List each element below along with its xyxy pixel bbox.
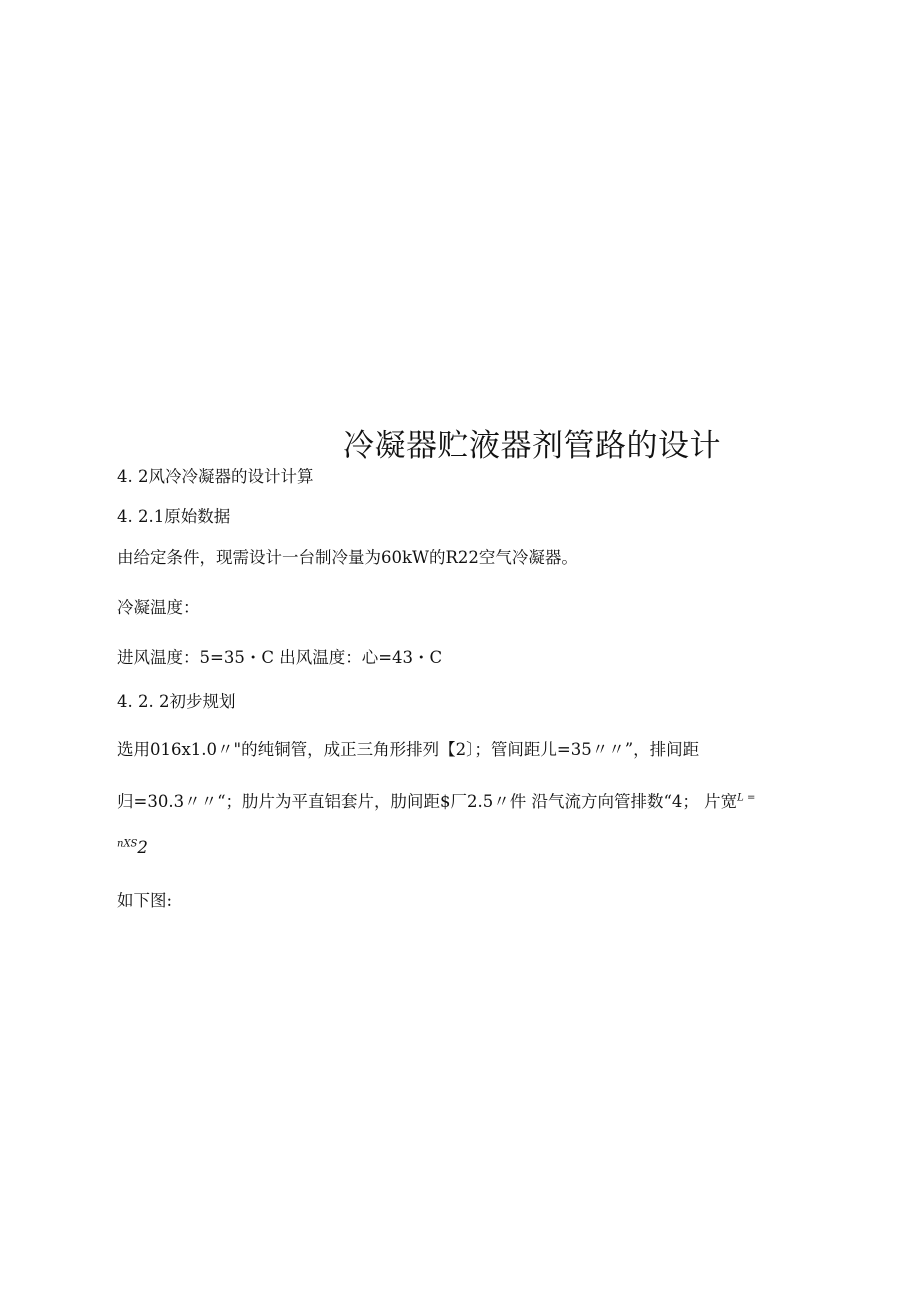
formula-number: 2 bbox=[137, 838, 148, 857]
fin-width-symbol: L = bbox=[737, 792, 756, 804]
paragraph-see-figure: 如下图: bbox=[117, 891, 173, 910]
paragraph-given-conditions: 由给定条件，现需设计一台制冷量为60kW的R22空气冷凝器。 bbox=[117, 548, 578, 567]
formula-text: nXS bbox=[117, 838, 138, 850]
subsection-heading-4-2-2: 4. 2. 2初步规划 bbox=[117, 692, 236, 711]
document-title: 冷凝器贮液器剂管路的设计 bbox=[343, 428, 721, 464]
paragraph-tube-selection: 选用016x1.0〃"的纯铜管，成正三角形排列【2〕；管间距儿=35〃〃”，排间距 bbox=[117, 740, 700, 759]
subsection-heading-4-2-1: 4. 2.1原始数据 bbox=[117, 507, 231, 526]
paragraph-fin-spacing bbox=[117, 788, 755, 812]
paragraph-air-temperatures: 进风温度：5=35・C 出风温度：心=43・C bbox=[117, 648, 443, 667]
paragraph-condensing-temperature: 冷凝温度： bbox=[117, 598, 200, 617]
paragraph-fin-width-formula bbox=[117, 838, 148, 857]
paragraph-fin-spacing-text: 归=30.3〃〃“；肋片为平直铝套片，肋间距$厂2.5〃件 沿气流方向管排数“4； 片宽 bbox=[117, 792, 738, 811]
section-heading-4-2: 4. 2风冷冷凝器的设计计算 bbox=[117, 467, 314, 486]
